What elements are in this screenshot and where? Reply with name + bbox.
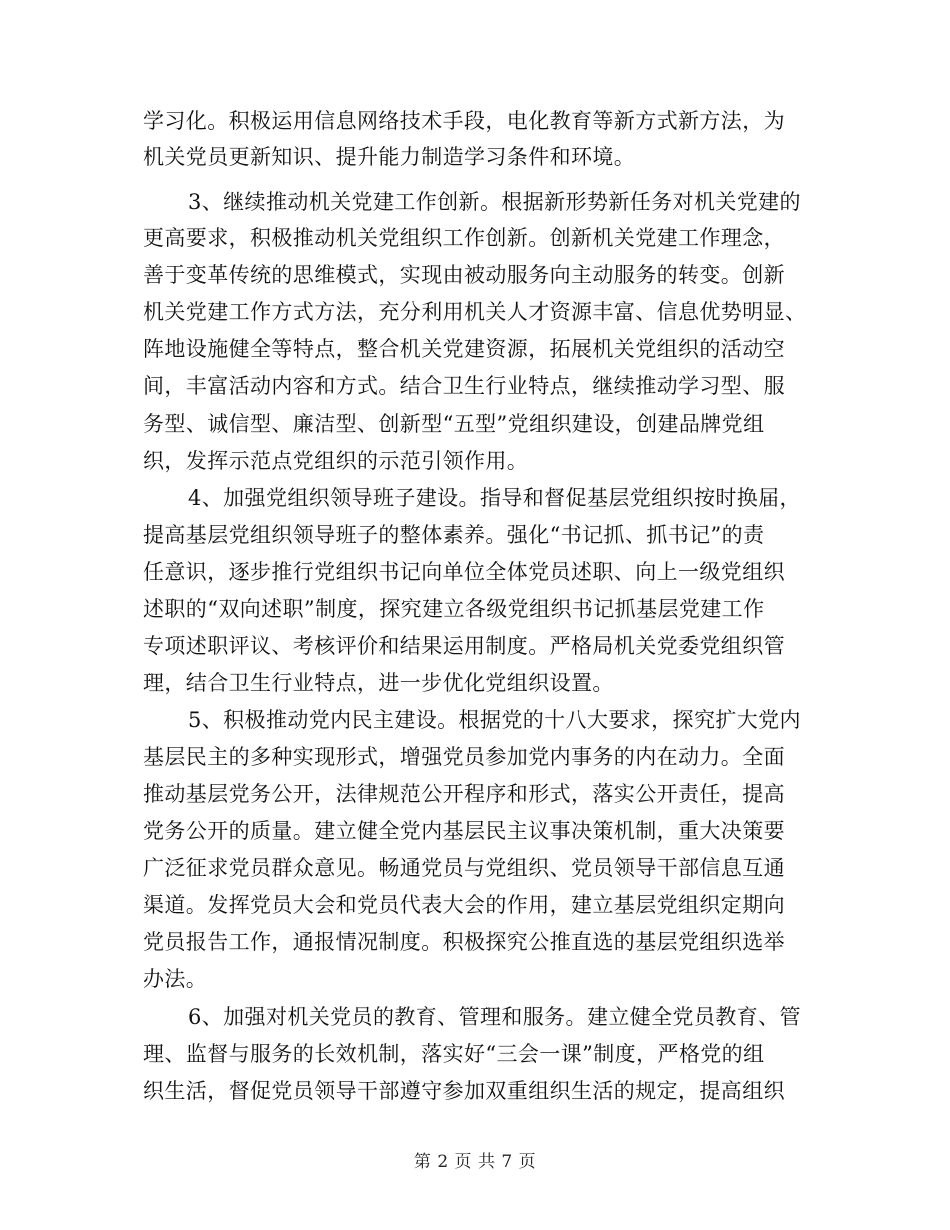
paragraph-start-4: 4、加强党组织领导班子建设。指导和督促基层党组织按时换届， <box>188 486 801 510</box>
text-line: 党务公开的质量。建立健全党内基层民主议事决策机制，重大决策要 <box>143 819 785 843</box>
text-line: 机关党建工作方式方法，充分利用机关人才资源丰富、信息优势明显、 <box>143 300 807 324</box>
text-line: 间，丰富活动内容和方式。结合卫生行业特点，继续推动学习型、服 <box>143 374 785 398</box>
text-line: 织生活，督促党员领导干部遵守参加双重组织生活的规定，提高组织 <box>143 1079 785 1103</box>
text-line: 理、监督与服务的长效机制，落实好“三会一课”制度，严格党的组 <box>143 1042 765 1066</box>
text-line: 办法。 <box>143 967 208 991</box>
page-number-footer: 第 2 页 共 7 页 <box>413 1152 537 1172</box>
text-line: 任意识，逐步推行党组织书记向单位全体党员述职、向上一级党组织 <box>143 560 785 584</box>
text-line: 阵地设施健全等特点，整合机关党建资源，拓展机关党组织的活动空 <box>143 337 785 361</box>
paragraph-start-3: 3、继续推动机关党建工作创新。根据新形势新任务对机关党建的 <box>188 190 801 214</box>
text-line: 提高基层党组织领导班子的整体素养。强化“书记抓、抓书记”的责 <box>143 523 765 547</box>
text-line: 推动基层党务公开，法律规范公开程序和形式，落实公开责任，提高 <box>143 782 785 806</box>
text-line: 学习化。积极运用信息网络技术手段，电化教育等新方式新方法，为 <box>143 109 785 133</box>
text-line: 党员报告工作，通报情况制度。积极探究公推直选的基层党组织选举 <box>143 930 785 954</box>
text-line: 善于变革传统的思维模式，实现由被动服务向主动服务的转变。创新 <box>143 263 785 287</box>
text-line: 渠道。发挥党员大会和党员代表大会的作用，建立基层党组织定期向 <box>143 893 785 917</box>
text-line: 基层民主的多种实现形式，增强党员参加党内事务的内在动力。全面 <box>143 745 785 769</box>
paragraph-start-5: 5、积极推动党内民主建设。根据党的十八大要求，探究扩大党内 <box>188 708 801 732</box>
text-line: 理，结合卫生行业特点，进一步优化党组织设置。 <box>143 671 614 695</box>
paragraph-start-6: 6、加强对机关党员的教育、管理和服务。建立健全党员教育、管 <box>188 1005 801 1029</box>
text-line: 更高要求，积极推动机关党组织工作创新。创新机关党建工作理念， <box>143 226 785 250</box>
text-line: 织，发挥示范点党组织的示范引领作用。 <box>143 449 529 473</box>
text-line: 机关党员更新知识、提升能力制造学习条件和环境。 <box>143 145 636 169</box>
text-line: 述职的“双向述职”制度，探究建立各级党组织书记抓基层党建工作 <box>143 597 765 621</box>
text-line: 广泛征求党员群众意见。畅通党员与党组织、党员领导干部信息互通 <box>143 856 785 880</box>
text-line: 务型、诚信型、廉洁型、创新型“五型”党组织建设，创建品牌党组 <box>143 412 765 436</box>
text-line: 专项述职评议、考核评价和结果运用制度。严格局机关党委党组织管 <box>143 634 785 658</box>
